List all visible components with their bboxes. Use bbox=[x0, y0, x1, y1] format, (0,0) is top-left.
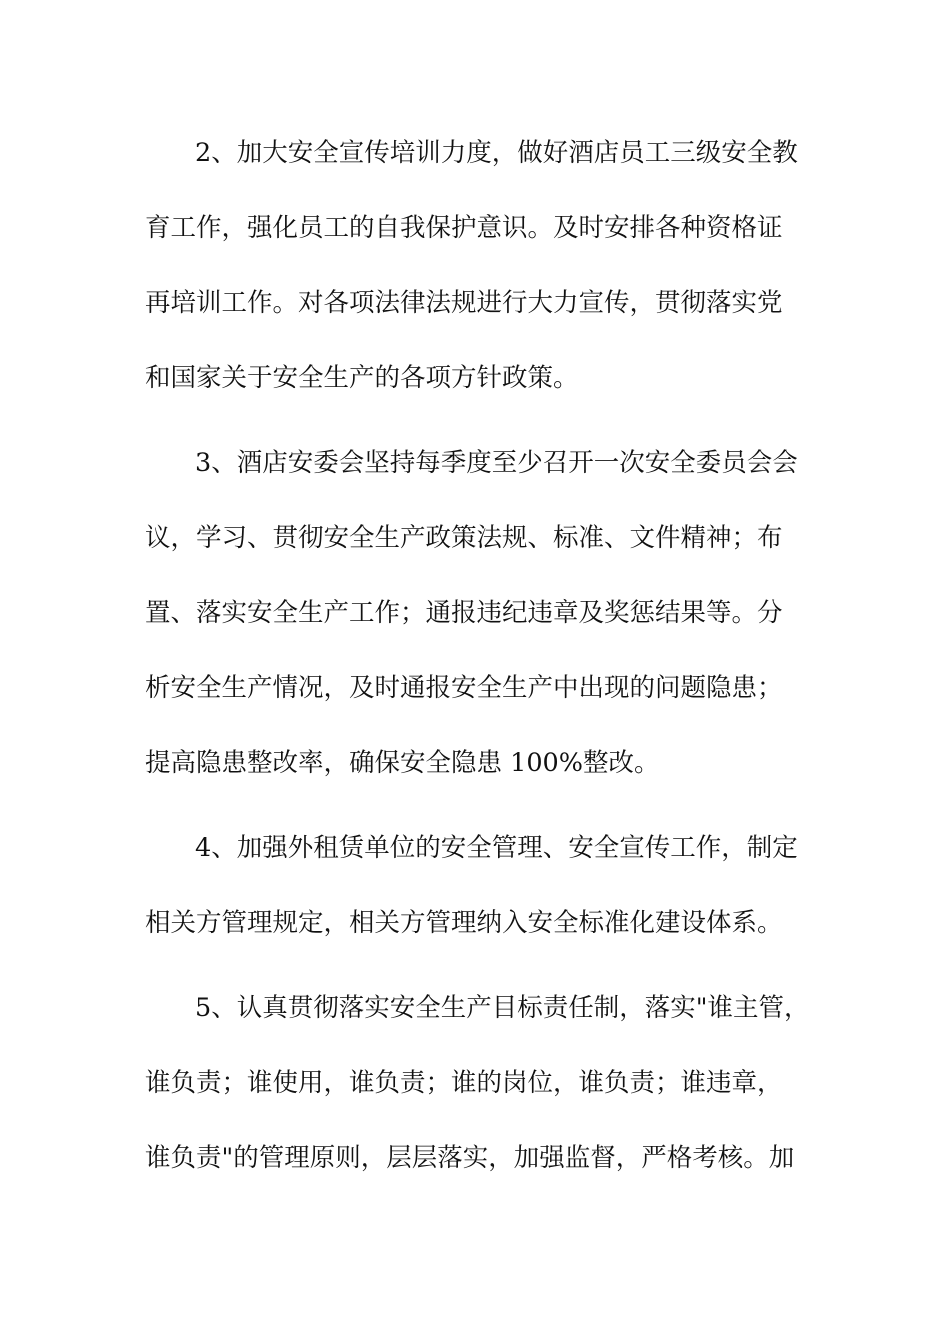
paragraph-4-line-2: 相关方管理规定，相关方管理纳入安全标准化建设体系。 bbox=[145, 908, 783, 938]
paragraph-2-line-3: 再培训工作。对各项法律法规进行大力宣传，贯彻落实党 bbox=[145, 288, 783, 318]
paragraph-3-line-3: 置、落实安全生产工作；通报违纪违章及奖惩结果等。分 bbox=[145, 598, 783, 628]
paragraph-2-line-1: 2、加大安全宣传培训力度，做好酒店员工三级安全教 bbox=[195, 138, 798, 168]
paragraph-2-line-2: 育工作，强化员工的自我保护意识。及时安排各种资格证 bbox=[145, 213, 783, 243]
paragraph-4-line-1: 4、加强外租赁单位的安全管理、安全宣传工作，制定 bbox=[195, 833, 798, 863]
paragraph-5-line-3: 谁负责"的管理原则，层层落实，加强监督，严格考核。加 bbox=[145, 1143, 795, 1173]
paragraph-5-line-1: 5、认真贯彻落实安全生产目标责任制，落实"谁主管， bbox=[195, 993, 810, 1023]
paragraph-3-line-2: 议，学习、贯彻安全生产政策法规、标准、文件精神；布 bbox=[145, 523, 783, 553]
paragraph-5-line-2: 谁负责；谁使用，谁负责；谁的岗位，谁负责；谁违章， bbox=[145, 1068, 783, 1098]
paragraph-3-line-4: 析安全生产情况，及时通报安全生产中出现的问题隐患； bbox=[145, 673, 783, 703]
paragraph-3-line-1: 3、酒店安委会坚持每季度至少召开一次安全委员会会 bbox=[195, 448, 798, 478]
paragraph-3-line-5: 提高隐患整改率，确保安全隐患 100%整改。 bbox=[145, 748, 660, 778]
paragraph-2-line-4: 和国家关于安全生产的各项方针政策。 bbox=[145, 363, 579, 393]
